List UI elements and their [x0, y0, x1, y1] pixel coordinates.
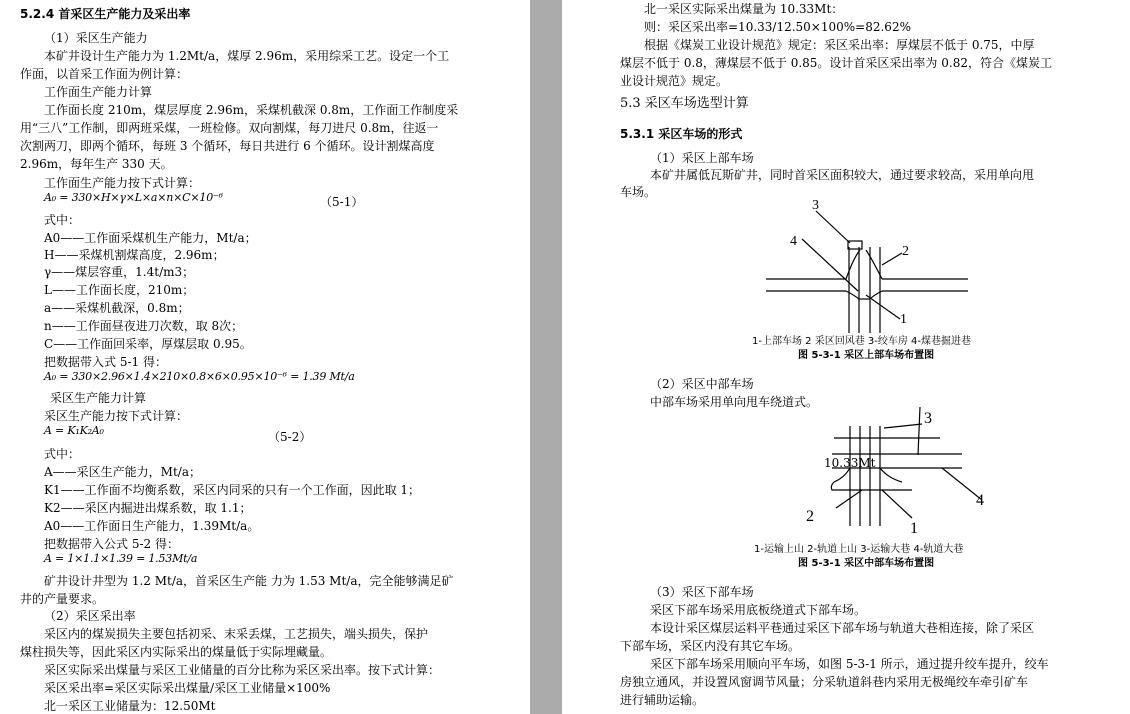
- middle-yard-labels: [792, 405, 992, 545]
- paragraph-line: 把数据带入式 5-1 得：: [44, 355, 167, 369]
- paragraph-line: 根据《煤炭工业设计规范》规定：采区采出率：厚煤层不低于 0.75，中厚: [644, 38, 1035, 52]
- paragraph-line: 本矿井设计生产能力为 1.2Mt/a，煤厚 2.96m，采用综采工艺。设定一个工: [44, 49, 450, 63]
- paragraph-line: 作面，以首采工作面为例计算：: [20, 67, 189, 81]
- figure-legend: 1-上部车场 2 采区回风巷 3-绞车房 4-煤巷掘进巷: [752, 336, 971, 347]
- paragraph-line: 采区下部车场采用顺向平车场，如图 5-3-1 所示，通过提升绞车提升，绞车: [650, 657, 1049, 671]
- paragraph-line: 矿井设计井型为 1.2 Mt/a，首采区生产能 力为 1.53 Mt/a，完全能够满足矿: [44, 574, 454, 588]
- formula-result-a0: A₀ = 330×2.96×1.4×210×0.8×6×0.95×10⁻⁶ = 1.39 Mt/a: [44, 370, 355, 383]
- paragraph-line: 采区生产能力计算: [50, 391, 147, 405]
- paragraph-line: 式中：: [44, 213, 81, 227]
- paragraph-line: 式中：: [44, 447, 81, 461]
- formula-result-a: A = 1×1.1×1.39 = 1.53Mt/a: [44, 552, 198, 565]
- diagram-label: 2: [806, 508, 814, 525]
- paragraph-line: 采区内的煤炭损失主要包括初采、末采丢煤，工艺损失，端头损失，保护: [44, 627, 429, 641]
- subheading-capacity: （1）采区生产能力: [44, 31, 148, 45]
- paragraph-line: 进行辅助运输。: [620, 693, 705, 707]
- paragraph-line: 工作面生产能力按下式计算：: [44, 176, 201, 190]
- definition-line: H——采煤机割煤高度，2.96m；: [44, 248, 225, 262]
- section-heading-5-3: 5.3 采区车场选型计算: [620, 96, 749, 111]
- paragraph-line: 本矿井属低瓦斯矿井，同时首采区面积较大，通过要求较高，采用单向甩: [650, 168, 1035, 182]
- diagram-label: 2: [902, 244, 909, 259]
- paragraph-line: 车场。: [620, 185, 657, 199]
- diagram-value: 10.33Mt: [824, 456, 876, 470]
- paragraph-line: 工作面长度 210m，煤层厚度 2.96m，采煤机截深 0.8m，工作面工作制度采: [44, 103, 459, 117]
- page-gap: [530, 0, 562, 714]
- figure-caption: 图 5-3-1 采区中部车场布置图: [798, 558, 935, 569]
- paragraph-line: 采区生产能力按下式计算：: [44, 409, 189, 423]
- definition-line: n——工作面昼夜进刀次数，取 8次；: [44, 319, 244, 333]
- subheading-middle: （2）采区中部车场: [650, 377, 754, 391]
- paragraph-line: 下部车场，采区内没有其它车场。: [620, 639, 801, 653]
- diagram-label: 1: [900, 312, 907, 327]
- diagram-label: 3: [924, 410, 932, 427]
- diagram-label: 4: [976, 492, 984, 509]
- figure-legend: 1-运输上山 2-轨道上山 3-运输大巷 4-轨道大巷: [754, 544, 964, 555]
- right-page: [562, 0, 1130, 714]
- paragraph-line: 工作面生产能力计算: [44, 85, 153, 99]
- definition-line: K1——工作面不均衡系数，采区内同采的只有一个工作面，因此取 1；: [44, 483, 421, 497]
- paragraph-line: 北一采区实际采出煤量为 10.33Mt：: [644, 2, 844, 16]
- paragraph-line: 煤柱损失等，因此采区内实际采出的煤量低于实际埋藏量。: [20, 645, 333, 659]
- paragraph-line: 用“三八”工作制，即两班采煤，一班检修。双向割煤，每刀进尺 0.8m，往返一: [20, 121, 439, 135]
- paragraph-line: 业设计规范》规定。: [620, 74, 729, 88]
- formula-5-1: A₀ = 330×H×γ×L×a×n×C×10⁻⁶: [44, 191, 223, 204]
- definition-line: K2——采区内掘进出煤系数，取 1.1；: [44, 501, 252, 515]
- definition-line: A0——工作面采煤机生产能力，Mt/a；: [44, 231, 257, 245]
- paragraph-line: 则：采区采出率=10.33/12.50×100%=82.62%: [644, 20, 911, 34]
- diagram-label: 3: [812, 198, 819, 213]
- paragraph-line: 房独立通风，并设置风窗调节风量；分采轨道斜巷内采用无极绳绞车牵引矿车: [620, 675, 1029, 689]
- left-page: [0, 0, 530, 714]
- paragraph-line: 采区采出率=采区实际采出煤量/采区工业储量×100%: [44, 681, 331, 695]
- section-heading-5-2-4: 5.2.4 首采区生产能力及采出率: [20, 7, 191, 21]
- paragraph-line: 本设计采区煤层运料平巷通过采区下部车场与轨道大巷相连接，除了采区: [650, 621, 1035, 635]
- subheading-upper: （1）采区上部车场: [650, 151, 754, 165]
- equation-number: （5-1）: [320, 195, 364, 209]
- paragraph-line: 采区实际采出煤量与采区工业储量的百分比称为采区采出率。按下式计算：: [44, 663, 441, 677]
- formula-5-2: A = K₁K₂A₀: [44, 424, 104, 437]
- definition-line: a——采煤机截深，0.8m；: [44, 301, 190, 315]
- paragraph-line: 把数据带入公式 5-2 得：: [44, 537, 179, 551]
- figure-caption: 图 5-3-1 采区上部车场布置图: [798, 350, 935, 361]
- subheading-recovery: （2）采区采出率: [44, 609, 136, 623]
- diagram-label: 1: [910, 520, 918, 537]
- subheading-lower: （3）采区下部车场: [650, 585, 754, 599]
- definition-line: A——采区生产能力，Mt/a；: [44, 465, 201, 479]
- paragraph-line: 北一采区工业储量为：12.50Mt: [44, 699, 216, 713]
- definition-line: A0——工作面日生产能力，1.39Mt/a。: [44, 519, 260, 533]
- section-heading-5-3-1: 5.3.1 采区车场的形式: [620, 127, 743, 141]
- definition-line: C——工作面回采率，厚煤层取 0.95。: [44, 337, 252, 351]
- upper-yard-diagram: [762, 195, 982, 335]
- diagram-label: 4: [790, 234, 797, 249]
- paragraph-line: 中部车场采用单向甩车绕道式。: [650, 395, 819, 409]
- definition-line: L——工作面长度，210m；: [44, 283, 195, 297]
- paragraph-line: 采区下部车场采用底板绕道式下部车场。: [650, 603, 867, 617]
- paragraph-line: 2.96m，每年生产 330 天。: [20, 157, 173, 171]
- equation-number: （5-2）: [268, 430, 312, 444]
- definition-line: γ——煤层容重，1.4t/m3；: [44, 265, 195, 279]
- paragraph-line: 井的产量要求。: [20, 592, 105, 606]
- paragraph-line: 次割两刀，即两个循环，每班 3 个循环，每日共进行 6 个循环。设计割煤高度: [20, 139, 435, 153]
- paragraph-line: 煤层不低于 0.8，薄煤层不低于 0.85。设计首采区采出率为 0.82，符合《煤炭工: [620, 56, 1052, 70]
